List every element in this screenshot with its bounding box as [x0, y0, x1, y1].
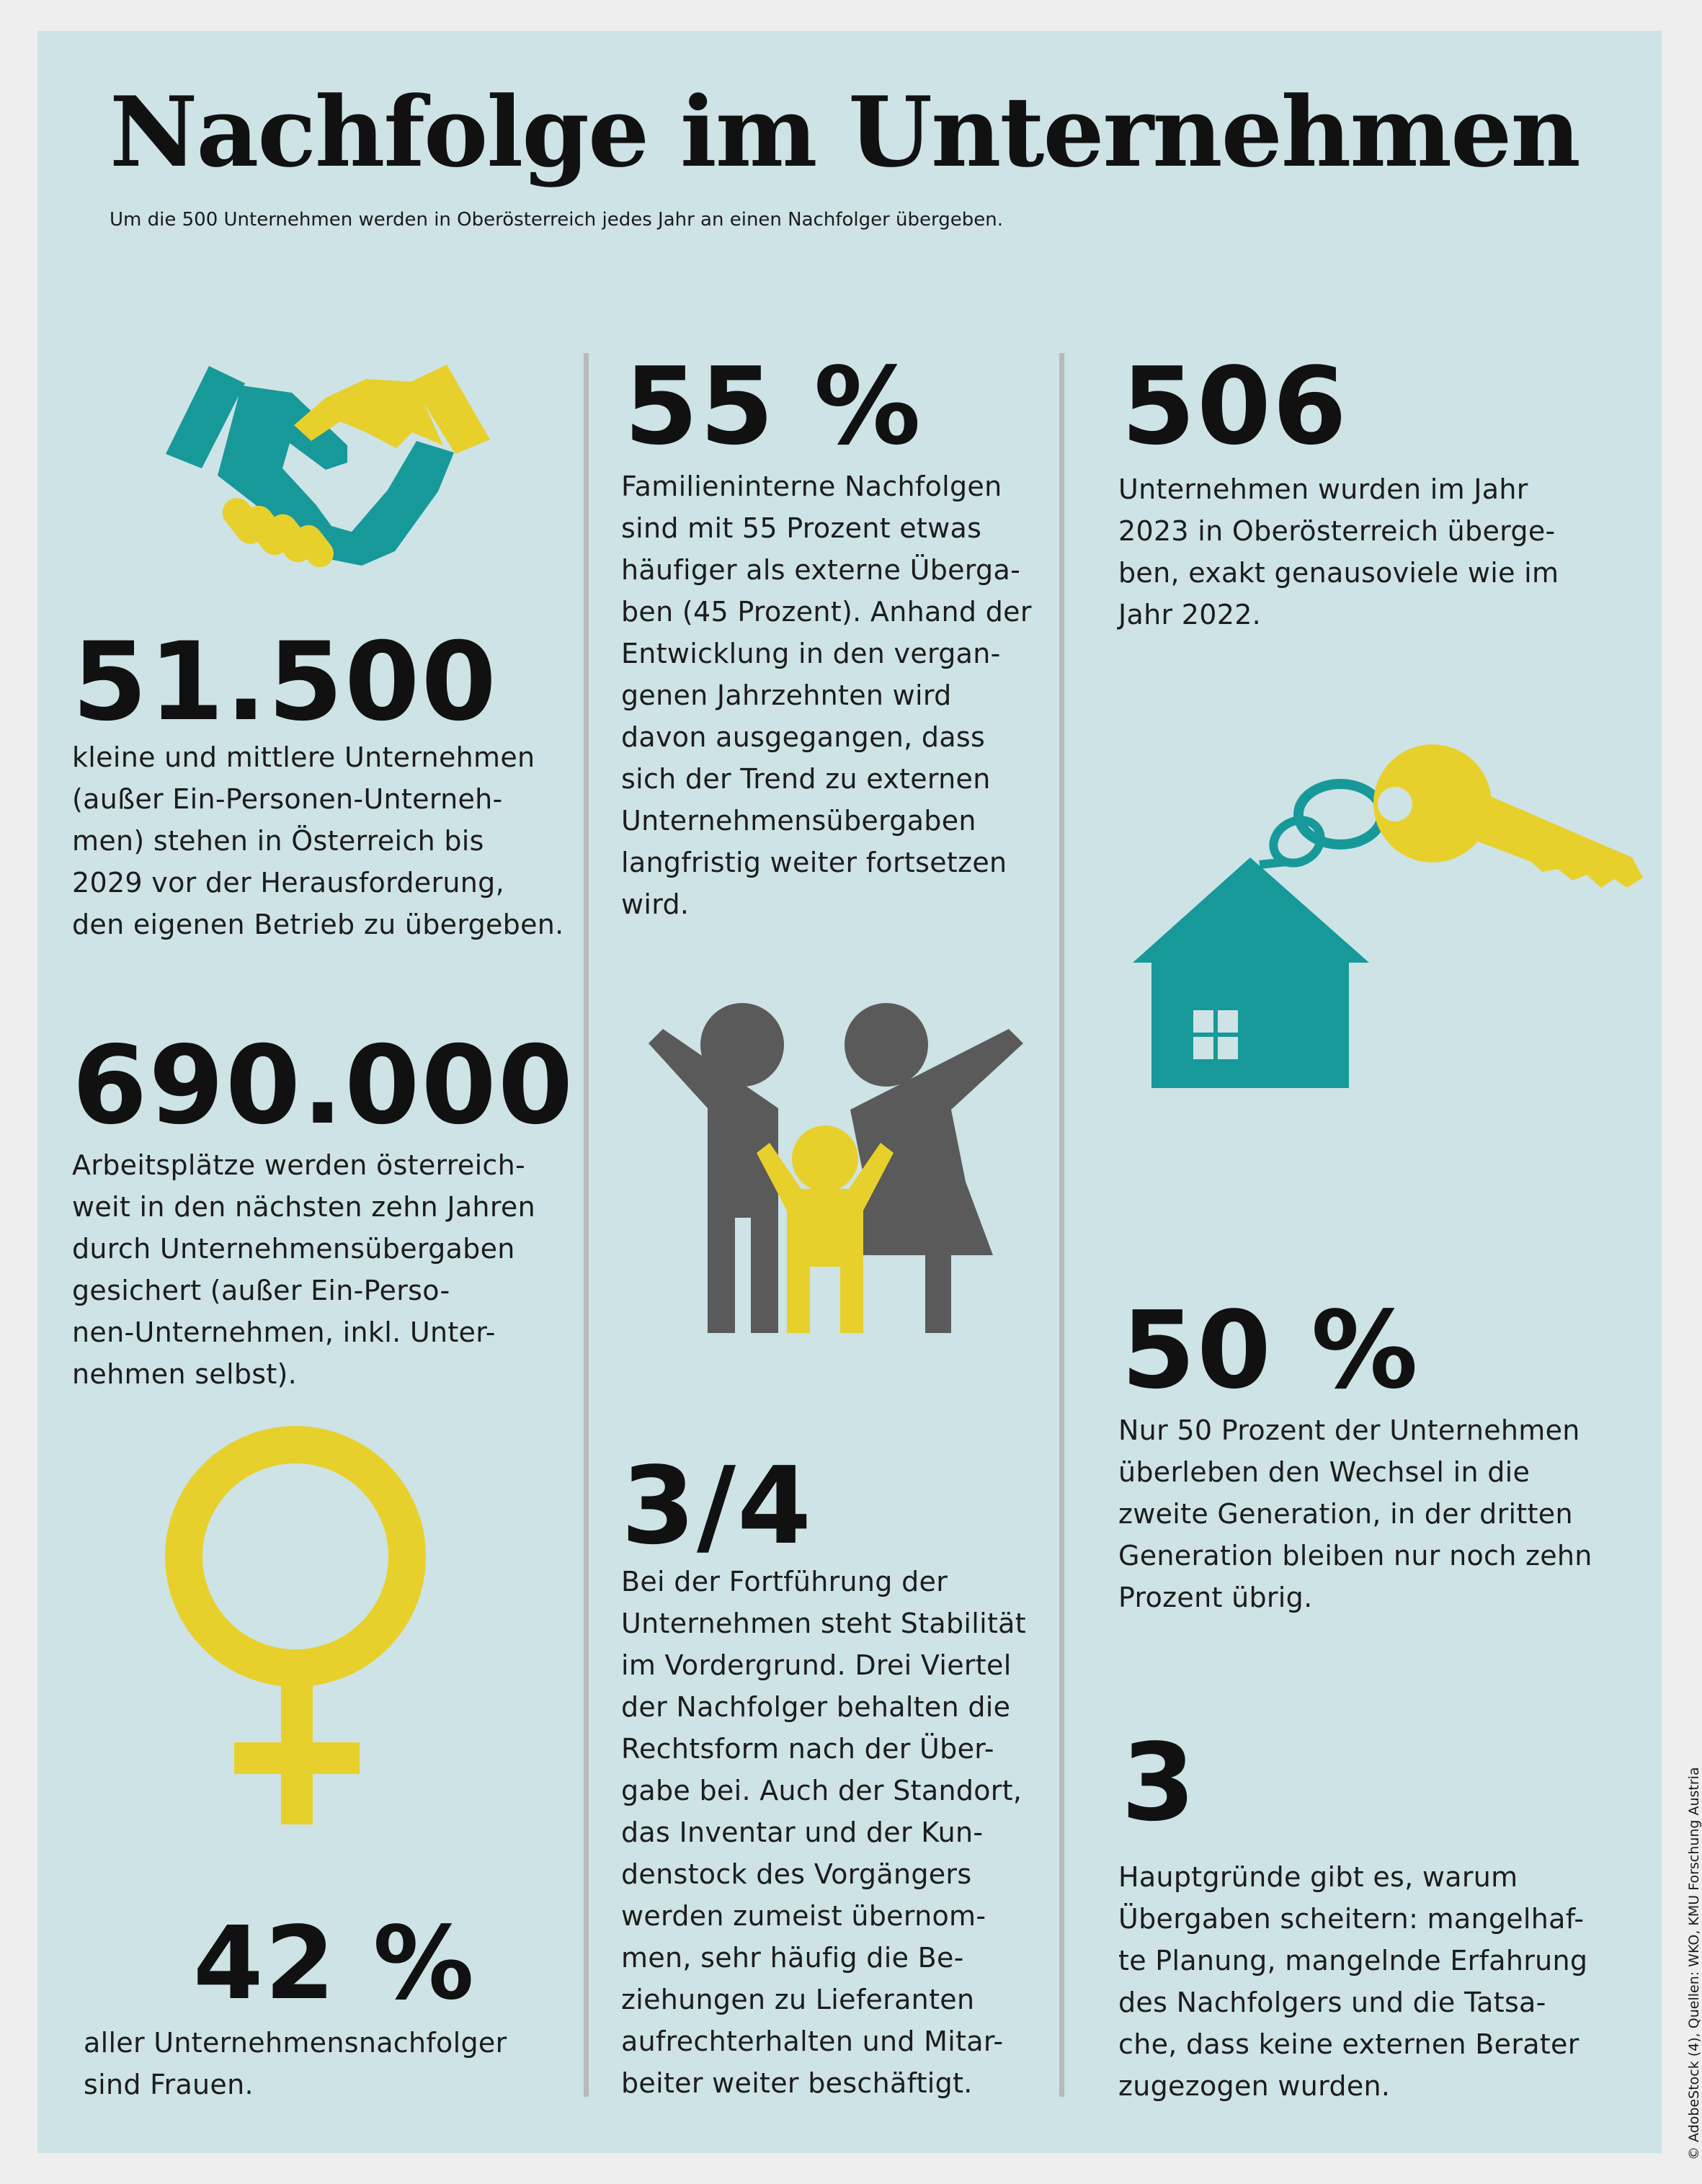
- page-title: Nachfolge im Unternehmen: [110, 75, 1580, 189]
- stat-34-value: 3/4: [621, 1444, 814, 1568]
- column-divider-left: [584, 353, 589, 2097]
- stat-3-value: 3: [1121, 1721, 1197, 1845]
- stat-506-value: 506: [1121, 344, 1348, 468]
- stat-42-value: 42 %: [193, 1905, 476, 2023]
- stat-55-value: 55 %: [624, 344, 922, 468]
- stat-50-value: 50 %: [1121, 1288, 1420, 1412]
- stat-50-text: Nur 50 Prozent der Unternehmen überleben den Wechsel in die zweite Generation, in der dritten Generation bleiben nur noch zehn Prozent übrig.: [1118, 1414, 1592, 1613]
- stat-3-text: Hauptgründe gibt es, warum Übergaben scheitern: mangelhaf- te Planung, mangelnde Erfahrung des Nachfolgers und die Tatsa- che, dass keine externen Berater zugezogen wurden.: [1118, 1861, 1588, 2102]
- stat-55-text: Familieninterne Nachfolgen sind mit 55 Prozent etwas häufiger als externe Überga- ben (45 Prozent). Anhand der Entwicklung in den vergan- genen Jahrzehnten wird davon ausgegangen, dass sich der Trend zu externen Unternehmensübergaben langfristig weiter fortsetzen wird.: [621, 471, 1032, 920]
- page-subtitle: Um die 500 Unternehmen werden in Oberösterreich jedes Jahr an einen Nachfolger übergeben.: [110, 209, 1004, 231]
- stat-506-text: Unternehmen wurden im Jahr 2023 in Oberösterreich überge- ben, exakt genausoviele wie im Jahr 2022.: [1118, 473, 1559, 630]
- stat-51500-value: 51.500: [72, 620, 498, 745]
- column-divider-right: [1059, 353, 1064, 2097]
- stat-51500-text: kleine und mittlere Unternehmen (außer Ein-Personen-Unterneh- men) stehen in Österreich bis 2029 vor der Herausforderung, den eigenen Betrieb zu übergeben.: [72, 741, 564, 940]
- stat-34-text: Bei der Fortführung der Unternehmen steht Stabilität im Vordergrund. Drei Viertel der Nachfolger behalten die Rechtsform nach der Über- gabe bei. Auch der Standort, das Inventar und der Kun- denstock des Vorgängers werden zumeist übernom- men, sehr häufig die Be- ziehungen zu Lieferanten aufrechterhalten und Mitar- beiter weiter beschäftigt.: [621, 1566, 1026, 2099]
- stat-690000-value: 690.000: [72, 1023, 575, 1149]
- female-symbol-icon: [151, 1427, 440, 1830]
- stat-42-text: aller Unternehmensnachfolger sind Frauen.: [84, 2027, 507, 2100]
- family-icon: [649, 1002, 1023, 1347]
- photo-credit: © AdobeStock (4), Quellen: WKO, KMU Forschung Austria: [1686, 1767, 1702, 2160]
- stat-690000-text: Arbeitsplätze werden österreich- weit in den nächsten zehn Jahren durch Unternehmensübergaben gesichert (außer Ein-Perso- nen-Unternehmen, inkl. Unter- nehmen selbst).: [72, 1149, 535, 1390]
- handshake-icon: [159, 360, 497, 576]
- house-key-icon: [1117, 721, 1650, 1110]
